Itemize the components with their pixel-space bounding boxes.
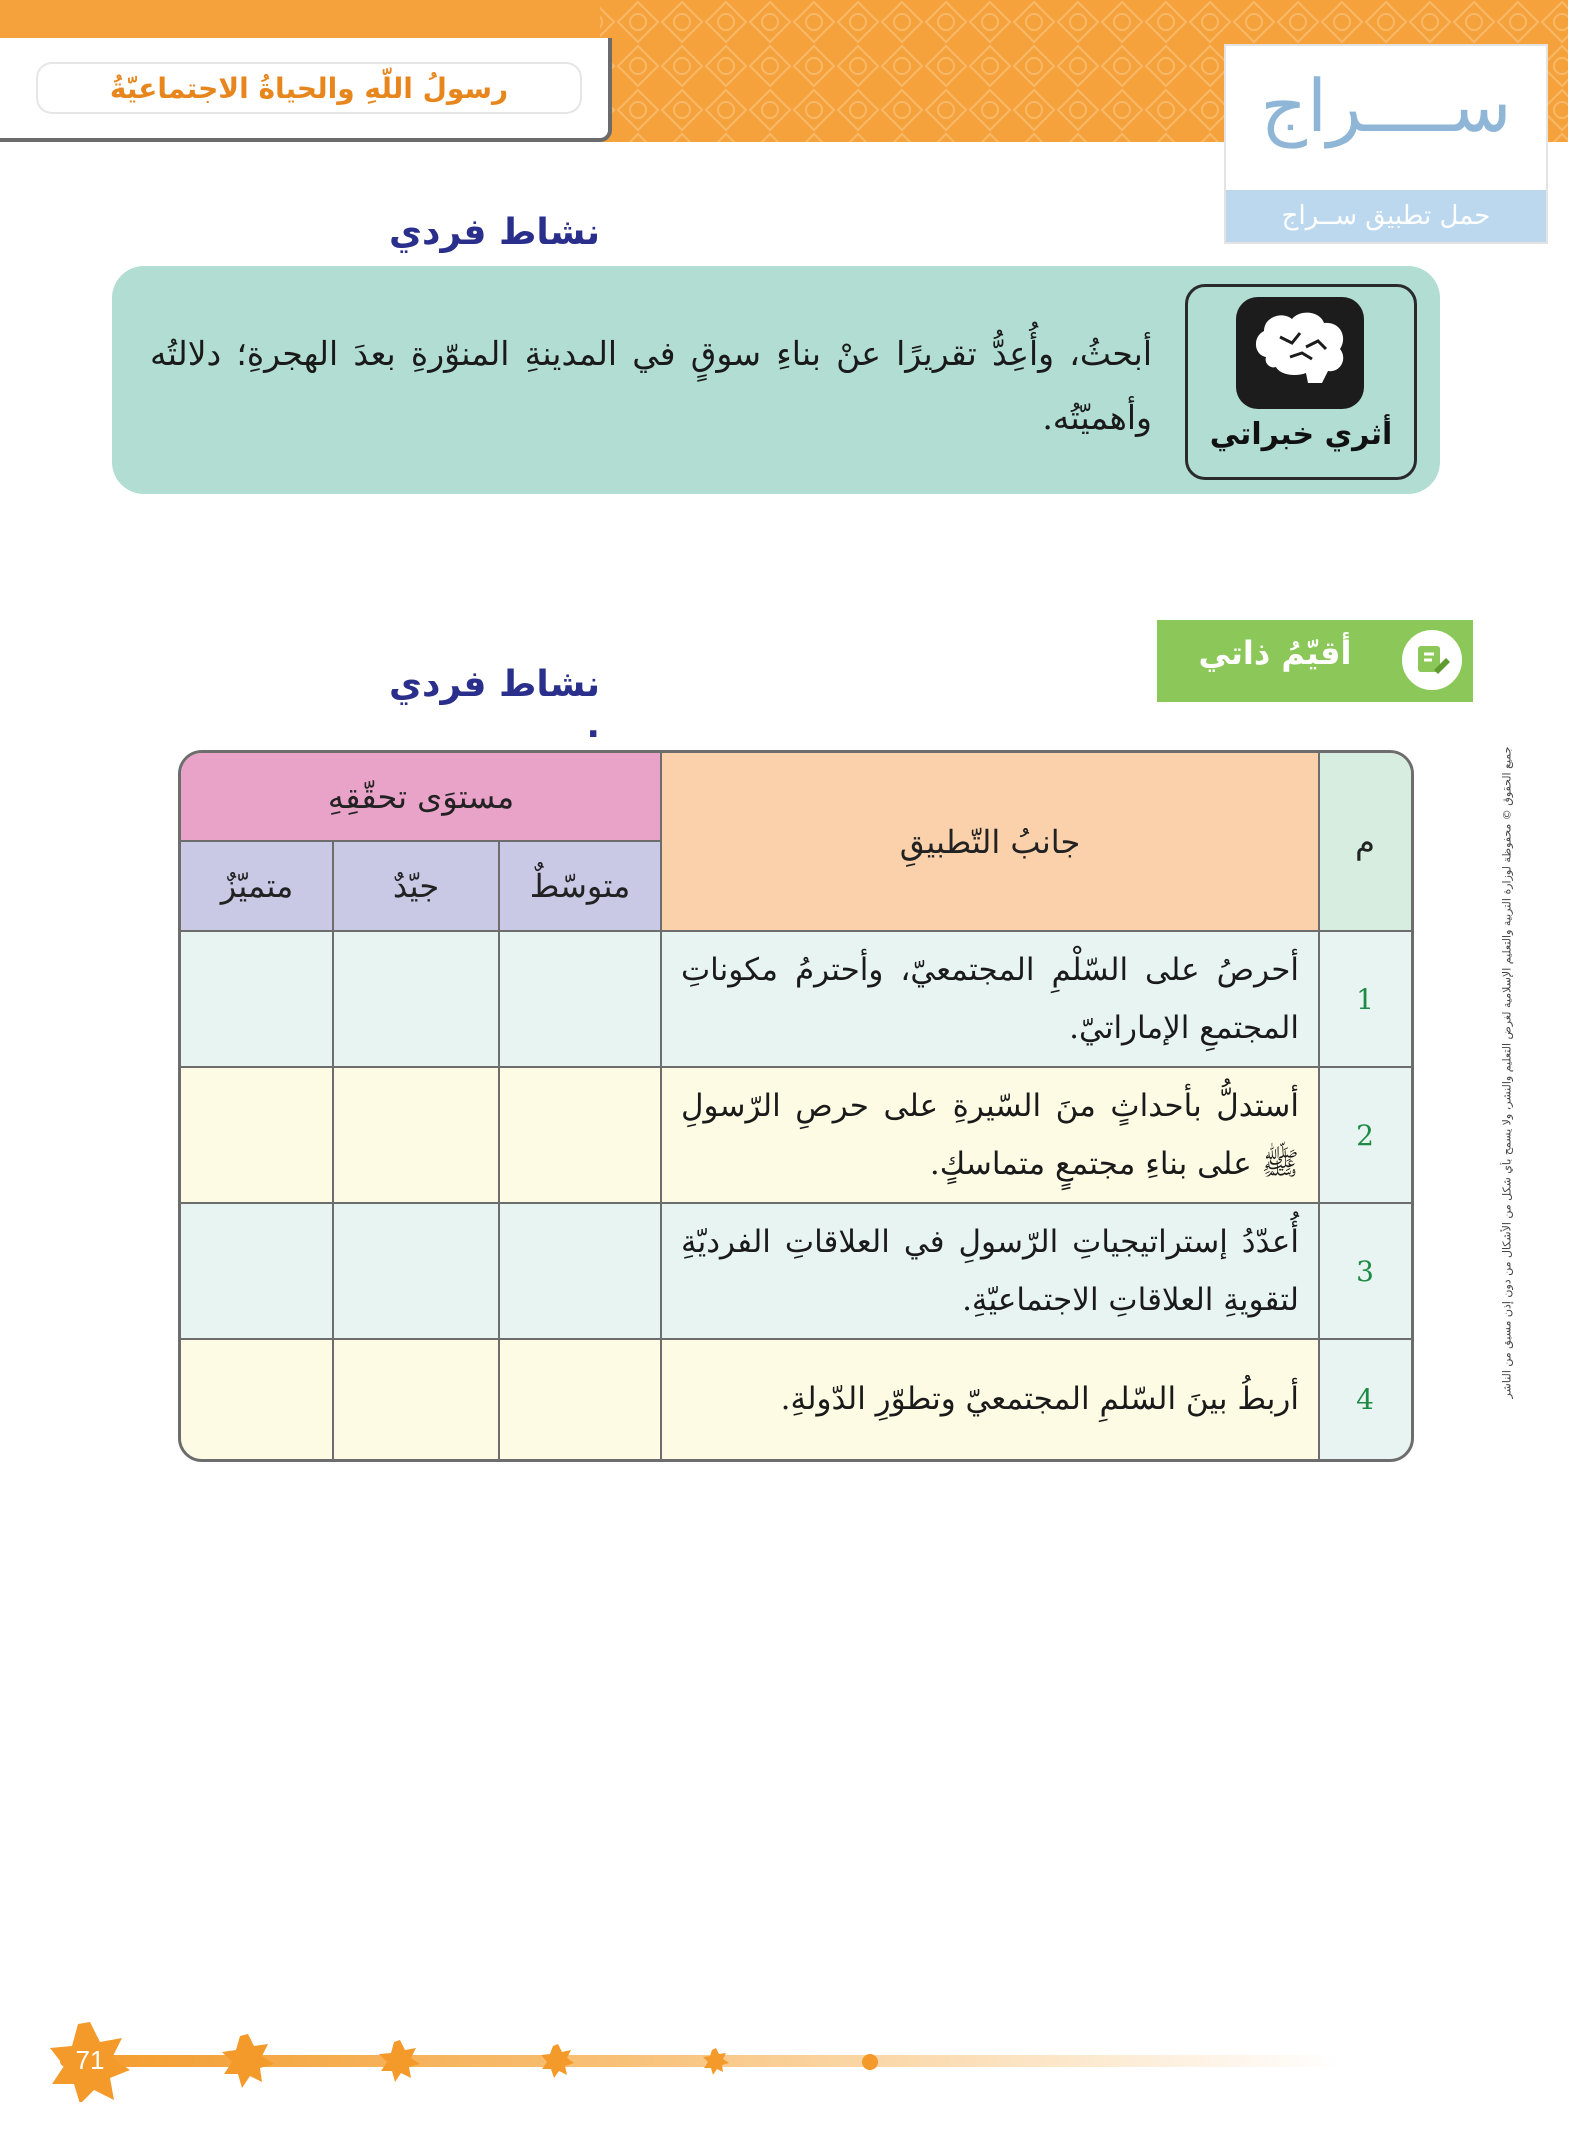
grid-line: [181, 930, 1411, 932]
grid-line: [181, 1066, 1411, 1068]
level-good-label: جيّدٌ: [392, 867, 440, 905]
star-icon: [541, 2044, 574, 2078]
activity-heading-1: نشاط فردي: [388, 212, 600, 253]
level-excellent-label: متميّزٌ: [220, 867, 294, 905]
col-aspect-label: جانبُ التّطبيقِ: [899, 823, 1081, 861]
col-header-number: [1319, 753, 1411, 931]
grid-line: [181, 1202, 1411, 1204]
col-header-level: [181, 753, 661, 841]
level-average-header: [499, 841, 661, 931]
row-statement: أحرصُ على السّلْمِ المجتمعيّ، وأحترمُ مكوناتِ المجتمعِ الإماراتيّ.: [681, 952, 1299, 1046]
header-edge: [1568, 0, 1586, 142]
row-number: 2: [1356, 1118, 1374, 1152]
activity-1-text: أبحثُ، وأُعِدُّ تقريرًا عنْ بناءِ سوقٍ في المدينةِ المنوّرةِ بعدَ الهجرةِ؛ دلالتُه وأهميّتُه.: [150, 334, 1152, 437]
row-number: 4: [1356, 1382, 1374, 1416]
page-number: 71: [75, 2044, 105, 2075]
col-number-label: م: [1355, 823, 1375, 861]
col-level-label: مستوَى تحقّقِهِ: [327, 778, 515, 816]
grid-line: [181, 1338, 1411, 1340]
col-header-aspect: [661, 753, 1319, 931]
siraj-logo[interactable]: [1224, 44, 1548, 244]
level-average-label: متوسّطٌ: [529, 867, 631, 905]
copyright-text: جميع الحقوق © محفوظة لوزارة التربية والتعليم الإسلامية لغرض التعليم والنشر، ولا يسمح بأي شكل من الأشكال من دون إذن مسبق من الناشر: [1500, 746, 1514, 1398]
siraj-logo-strip: [1226, 190, 1546, 242]
row-number: 1: [1356, 982, 1374, 1016]
row-statement: أربطُ بينَ السّلمِ المجتمعيّ وتطوّرِ الدّولةِ.: [780, 1381, 1299, 1417]
chapter-title-plate: [0, 38, 612, 142]
dot-icon: [862, 2054, 878, 2070]
activity-heading-2: نشاط فردي .: [388, 664, 600, 746]
enrich-badge: [1185, 284, 1417, 480]
grid-line: [181, 840, 661, 842]
badge-label: أثري خبراتي: [1209, 417, 1393, 452]
self-assessment-table: [178, 750, 1414, 1462]
grid-line: [498, 841, 500, 1459]
level-excellent-header: [181, 841, 333, 931]
row-statement: أُعدّدُ إستراتيجياتِ الرّسولِ في العلاقاتِ الفرديّةِ لتقويةِ العلاقاتِ الاجتماعيّةِ.: [681, 1224, 1299, 1318]
star-icon: [222, 2034, 274, 2088]
self-assessment-label: أقيّمُ ذاتي: [1198, 634, 1352, 672]
grid-line: [1318, 753, 1320, 1459]
level-good-header: [333, 841, 499, 931]
brain-icon: [1236, 297, 1364, 409]
pencil-note-icon: [1398, 626, 1466, 694]
grid-line: [660, 753, 662, 1459]
chapter-title: رسولُ اللّهِ والحياةُ الاجتماعيّةُ: [109, 71, 509, 105]
footer-stars: [40, 2022, 940, 2102]
star-icon: [379, 2040, 420, 2082]
copyright-side-note: [1500, 504, 1514, 1640]
siraj-logo-word: ســــراج: [1260, 64, 1512, 148]
chapter-title-box: [36, 62, 582, 114]
siraj-tagline: حمل تطبيق ســراج: [1281, 201, 1491, 231]
grid-line: [332, 841, 334, 1459]
star-icon: [703, 2048, 729, 2075]
row-statement: أستدلُّ بأحداثٍ منَ السّيرةِ على حرصِ الرّسولِ ﷺ على بناءِ مجتمعٍ متماسكٍ.: [681, 1088, 1299, 1182]
row-number: 3: [1356, 1254, 1374, 1288]
